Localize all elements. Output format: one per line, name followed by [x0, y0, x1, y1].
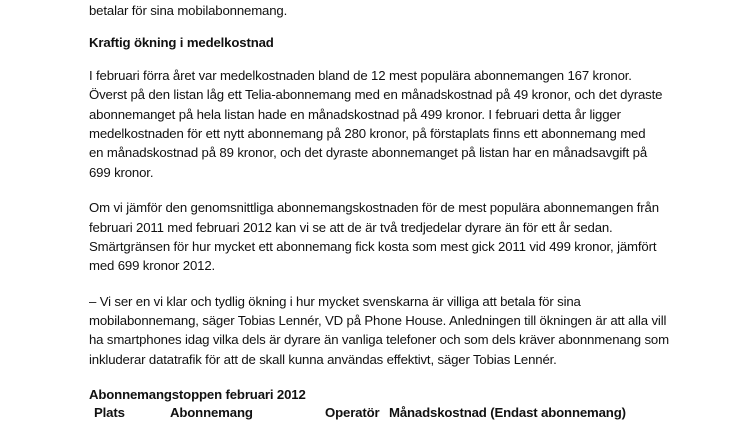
intro-line: betalar för sina mobilabonnemang. [89, 3, 288, 18]
paragraph-line: abonnemanget på hela listan hade en månadskostnad på 499 kronor. I februari detta år ligger [89, 106, 621, 122]
paragraph-line: en månadskostnad på 89 kronor, och det dyraste abonnemanget på listan har en månadsavgift på [89, 145, 648, 161]
heading-kraftig-okning: Kraftig ökning i medelkostnad [89, 35, 274, 51]
paragraph-line: med 699 kronor 2012. [89, 258, 216, 274]
document-page [89, 0, 689, 405]
column-header-abonnemang: Abonnemang [170, 405, 253, 420]
paragraph-line: Överst på den listan låg ett Telia-abonnemang med en månadskostnad på 49 kronor, och det dyraste [89, 87, 663, 103]
paragraph-2 [89, 198, 689, 276]
paragraph-line: februari 2011 med februari 2012 kan vi se att de är två tredjedelar dyrare än för ett år sedan. [89, 219, 613, 235]
paragraph-line: Om vi jämför den genomsnittliga abonnemangskostnaden för de mest populära abonnemangen från [89, 200, 659, 216]
column-header-plats: Plats [94, 405, 125, 420]
paragraph-line: medelkostnaden för ett nytt abonnemang på 280 kronor, på förstaplats finns ett abonnemang med [89, 125, 646, 141]
paragraph-line: mobilabonnemang, säger Tobias Lennér, VD på Phone House. Anledningen till ökningen är att alla vill [89, 313, 667, 329]
paragraph-line: I februari förra året var medelkostnaden bland de 12 mest populära abonnemangen 167 kronor. [89, 67, 632, 83]
column-header-manadskostnad: Månadskostnad (Endast abonnemang) [389, 405, 626, 420]
paragraph-line: Smärtgränsen för hur mycket ett abonnemang fick kosta som mest gick 2011 vid 499 kronor, jämfört [89, 238, 657, 254]
paragraph-3-quote [89, 292, 689, 370]
paragraph-line: 699 kronor. [89, 164, 154, 180]
paragraph-1 [89, 66, 689, 182]
paragraph-line: – Vi ser en vi klar och tydlig ökning i hur mycket svenskarna är villiga att betala för sina [89, 293, 581, 309]
column-header-operator: Operatör [325, 405, 380, 420]
heading-abonnemangstoppen: Abonnemangstoppen februari 2012 [89, 387, 306, 403]
paragraph-line: inkluderar datatrafik för att de skall kunna användas effektivt, säger Tobias Lennér. [89, 351, 557, 367]
paragraph-line: ha smartphones idag vilka dels är dyrare än vanliga telefoner och som dels kräver abonnmenang som [89, 332, 669, 348]
